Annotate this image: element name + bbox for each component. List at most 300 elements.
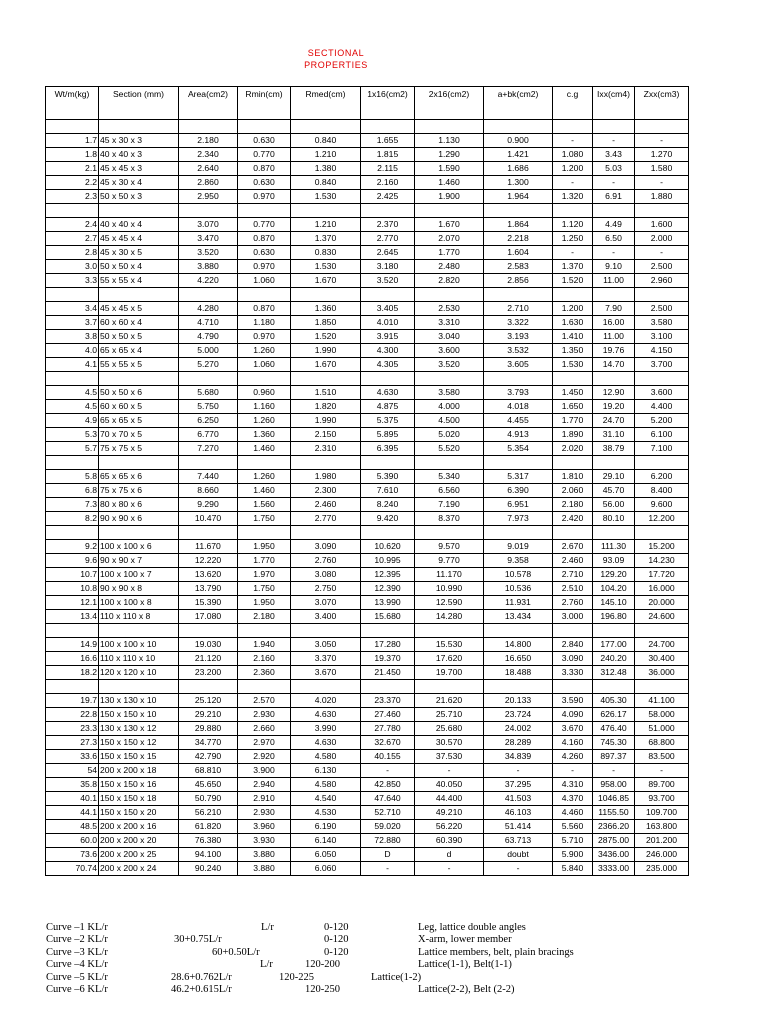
document-title-line-2: PROPERTIES: [304, 60, 368, 70]
table-cell: 50 x 50 x 6: [99, 386, 179, 400]
table-cell: 200 x 200 x 20: [99, 834, 179, 848]
blank-cell: [179, 204, 238, 218]
table-cell: 2.480: [415, 260, 484, 274]
table-cell: 6.100: [635, 428, 689, 442]
table-cell: 45 x 30 x 4: [99, 176, 179, 190]
blank-separator-row: [46, 288, 689, 302]
table-cell: 1.060: [238, 358, 291, 372]
blank-cell: [46, 624, 99, 638]
table-cell: 1.060: [238, 274, 291, 288]
table-cell: 6.560: [415, 484, 484, 498]
table-cell: 19.7: [46, 694, 99, 708]
table-cell: 15.200: [635, 540, 689, 554]
table-cell: 1.350: [553, 344, 593, 358]
blank-cell: [361, 526, 415, 540]
table-cell: 51.000: [635, 722, 689, 736]
column-header: Ixx(cm4): [593, 87, 635, 120]
table-cell: 75 x 75 x 6: [99, 484, 179, 498]
table-cell: 9.10: [593, 260, 635, 274]
table-cell: 25.710: [415, 708, 484, 722]
table-cell: 23.724: [484, 708, 553, 722]
table-cell: 3.080: [291, 568, 361, 582]
table-cell: 37.530: [415, 750, 484, 764]
table-cell: 3.4: [46, 302, 99, 316]
table-cell: 7.3: [46, 498, 99, 512]
table-cell: 1.864: [484, 218, 553, 232]
table-cell: 3.310: [415, 316, 484, 330]
table-cell: 2.710: [553, 568, 593, 582]
blank-cell: [361, 204, 415, 218]
table-cell: 29.10: [593, 470, 635, 484]
blank-cell: [593, 204, 635, 218]
table-row: [46, 750, 689, 764]
table-cell: 150 x 150 x 10: [99, 708, 179, 722]
table-cell: 6.140: [291, 834, 361, 848]
table-cell: 2366.20: [593, 820, 635, 834]
table-cell: 11.670: [179, 540, 238, 554]
table-cell: 1.970: [238, 568, 291, 582]
table-cell: 5.750: [179, 400, 238, 414]
table-row: [46, 344, 689, 358]
table-cell: 10.578: [484, 568, 553, 582]
table-cell: 8.400: [635, 484, 689, 498]
blank-cell: [415, 456, 484, 470]
table-cell: 1.460: [238, 484, 291, 498]
table-cell: 45 x 30 x 5: [99, 246, 179, 260]
table-cell: -: [593, 246, 635, 260]
blank-cell: [179, 680, 238, 694]
table-cell: 3.532: [484, 344, 553, 358]
table-cell: 41.100: [635, 694, 689, 708]
curve-formula: 28.6+0.762L/r: [171, 971, 232, 983]
blank-cell: [46, 526, 99, 540]
table-cell: 745.30: [593, 736, 635, 750]
blank-cell: [593, 680, 635, 694]
table-cell: 1.850: [291, 316, 361, 330]
blank-cell: [238, 288, 291, 302]
blank-cell: [593, 456, 635, 470]
table-cell: 476.40: [593, 722, 635, 736]
table-cell: 45.70: [593, 484, 635, 498]
table-cell: 3.700: [635, 358, 689, 372]
table-cell: 5.840: [553, 862, 593, 876]
table-cell: 5.340: [415, 470, 484, 484]
table-cell: 1046.85: [593, 792, 635, 806]
table-cell: 0.630: [238, 246, 291, 260]
table-cell: 8.370: [415, 512, 484, 526]
table-cell: 6.50: [593, 232, 635, 246]
curve-description: Lattice(1-2): [371, 971, 422, 983]
curve-notes: [46, 922, 686, 996]
table-cell: 45 x 45 x 4: [99, 232, 179, 246]
table-cell: 0.870: [238, 302, 291, 316]
table-cell: 1.770: [553, 414, 593, 428]
table-cell: 1.670: [291, 358, 361, 372]
blank-cell: [238, 372, 291, 386]
blank-cell: [291, 456, 361, 470]
table-cell: 5.354: [484, 442, 553, 456]
blank-cell: [179, 456, 238, 470]
blank-cell: [415, 204, 484, 218]
table-row: [46, 442, 689, 456]
table-cell: 59.020: [361, 820, 415, 834]
curve-range: 0-120: [324, 946, 349, 958]
table-cell: 8.2: [46, 512, 99, 526]
table-cell: 19.030: [179, 638, 238, 652]
table-cell: 6.390: [484, 484, 553, 498]
blank-cell: [291, 288, 361, 302]
table-cell: 3.050: [291, 638, 361, 652]
table-cell: 2.340: [179, 148, 238, 162]
table-cell: -: [553, 134, 593, 148]
blank-cell: [238, 624, 291, 638]
table-row: [46, 540, 689, 554]
table-cell: 1.770: [415, 246, 484, 260]
table-cell: 1.160: [238, 400, 291, 414]
blank-cell: [635, 456, 689, 470]
table-cell: 7.90: [593, 302, 635, 316]
table-cell: 0.970: [238, 190, 291, 204]
table-cell: 4.540: [291, 792, 361, 806]
blank-cell: [238, 526, 291, 540]
table-cell: 4.9: [46, 414, 99, 428]
table-cell: 4.5: [46, 386, 99, 400]
table-cell: 40 x 40 x 4: [99, 218, 179, 232]
table-cell: 73.6: [46, 848, 99, 862]
table-cell: 4.875: [361, 400, 415, 414]
table-cell: 2.860: [179, 176, 238, 190]
table-cell: 3.090: [553, 652, 593, 666]
blank-cell: [361, 680, 415, 694]
curve-label: Curve –6 KL/r: [46, 983, 108, 995]
table-cell: 12.590: [415, 596, 484, 610]
table-cell: 51.414: [484, 820, 553, 834]
table-cell: 2.770: [291, 512, 361, 526]
table-cell: 12.395: [361, 568, 415, 582]
table-cell: 150 x 150 x 16: [99, 778, 179, 792]
table-cell: 40.155: [361, 750, 415, 764]
table-cell: 33.6: [46, 750, 99, 764]
table-cell: 90.240: [179, 862, 238, 876]
table-cell: 6.250: [179, 414, 238, 428]
table-cell: 41.503: [484, 792, 553, 806]
table-cell: 0.900: [484, 134, 553, 148]
table-cell: 4.280: [179, 302, 238, 316]
table-cell: 1.200: [553, 302, 593, 316]
blank-cell: [179, 288, 238, 302]
table-cell: 1.210: [291, 218, 361, 232]
table-cell: 2.310: [291, 442, 361, 456]
table-cell: 10.990: [415, 582, 484, 596]
table-cell: 4.400: [635, 400, 689, 414]
table-cell: 2.180: [553, 498, 593, 512]
table-cell: 897.37: [593, 750, 635, 764]
table-cell: 50 x 50 x 3: [99, 190, 179, 204]
blank-separator-row: [46, 456, 689, 470]
blank-cell: [553, 526, 593, 540]
table-cell: -: [635, 246, 689, 260]
table-cell: 1.580: [635, 162, 689, 176]
table-cell: 3.915: [361, 330, 415, 344]
table-cell: 1.980: [291, 470, 361, 484]
table-cell: 2.7: [46, 232, 99, 246]
table-cell: 50 x 50 x 5: [99, 330, 179, 344]
table-cell: 55 x 55 x 5: [99, 358, 179, 372]
table-cell: 5.270: [179, 358, 238, 372]
table-cell: 2.645: [361, 246, 415, 260]
table-cell: 2.660: [238, 722, 291, 736]
table-cell: -: [361, 764, 415, 778]
table-cell: 1.815: [361, 148, 415, 162]
table-cell: 2.420: [553, 512, 593, 526]
table-row: [46, 582, 689, 596]
blank-cell: [484, 372, 553, 386]
table-cell: 70.74: [46, 862, 99, 876]
table-cell: 2.160: [361, 176, 415, 190]
table-cell: 4.090: [553, 708, 593, 722]
blank-cell: [484, 288, 553, 302]
table-cell: 130 x 130 x 12: [99, 722, 179, 736]
blank-cell: [415, 624, 484, 638]
table-cell: 2.940: [238, 778, 291, 792]
table-cell: -: [593, 134, 635, 148]
blank-cell: [415, 372, 484, 386]
curve-note-line: [46, 922, 686, 934]
table-cell: 1.750: [238, 512, 291, 526]
table-cell: 63.713: [484, 834, 553, 848]
table-cell: 1.890: [553, 428, 593, 442]
table-row: [46, 386, 689, 400]
table-cell: 0.770: [238, 148, 291, 162]
table-row: [46, 134, 689, 148]
column-header: Area(cm2): [179, 87, 238, 120]
table-cell: 1.810: [553, 470, 593, 484]
table-cell: 2.180: [179, 134, 238, 148]
curve-formula: 30+0.75L/r: [174, 934, 222, 946]
table-cell: 3.670: [291, 666, 361, 680]
table-cell: 3.520: [415, 358, 484, 372]
blank-cell: [99, 624, 179, 638]
table-cell: 2.370: [361, 218, 415, 232]
table-row: [46, 778, 689, 792]
blank-cell: [99, 120, 179, 134]
table-cell: 31.10: [593, 428, 635, 442]
table-cell: 1.380: [291, 162, 361, 176]
table-cell: 129.20: [593, 568, 635, 582]
table-row: [46, 232, 689, 246]
table-cell: d: [415, 848, 484, 862]
blank-cell: [46, 288, 99, 302]
blank-cell: [179, 526, 238, 540]
table-cell: 21.120: [179, 652, 238, 666]
table-cell: 3.520: [179, 246, 238, 260]
curve-range: 120-200: [305, 959, 340, 971]
blank-cell: [484, 526, 553, 540]
table-cell: 3.000: [553, 610, 593, 624]
blank-cell: [46, 120, 99, 134]
table-cell: 21.450: [361, 666, 415, 680]
table-cell: 76.380: [179, 834, 238, 848]
table-cell: 70 x 70 x 5: [99, 428, 179, 442]
table-cell: 5.000: [179, 344, 238, 358]
table-cell: 6.050: [291, 848, 361, 862]
table-cell: 27.460: [361, 708, 415, 722]
table-cell: 2.060: [553, 484, 593, 498]
table-cell: 90 x 90 x 6: [99, 512, 179, 526]
table-cell: 3.470: [179, 232, 238, 246]
table-cell: 83.500: [635, 750, 689, 764]
table-row: [46, 764, 689, 778]
table-cell: 1.770: [238, 554, 291, 568]
table-cell: 200 x 200 x 16: [99, 820, 179, 834]
column-header: a+bk(cm2): [484, 87, 553, 120]
table-cell: 4.010: [361, 316, 415, 330]
table-cell: 150 x 150 x 15: [99, 750, 179, 764]
table-cell: 3.180: [361, 260, 415, 274]
table-cell: -: [635, 764, 689, 778]
table-cell: 12.390: [361, 582, 415, 596]
table-cell: 40.1: [46, 792, 99, 806]
table-cell: 1.650: [553, 400, 593, 414]
table-cell: 200 x 200 x 18: [99, 764, 179, 778]
table-cell: 2.360: [238, 666, 291, 680]
table-cell: 94.100: [179, 848, 238, 862]
table-cell: 1.530: [291, 190, 361, 204]
table-row: [46, 176, 689, 190]
table-cell: 2.530: [415, 302, 484, 316]
table-cell: 1.880: [635, 190, 689, 204]
table-row: [46, 428, 689, 442]
table-cell: 3333.00: [593, 862, 635, 876]
blank-cell: [415, 526, 484, 540]
curve-range: 0-120: [324, 934, 349, 946]
table-cell: 1.670: [291, 274, 361, 288]
blank-cell: [291, 680, 361, 694]
table-row: [46, 834, 689, 848]
table-cell: 0.830: [291, 246, 361, 260]
blank-cell: [593, 372, 635, 386]
table-cell: 5.8: [46, 470, 99, 484]
table-cell: 68.800: [635, 736, 689, 750]
table-cell: 9.420: [361, 512, 415, 526]
table-cell: 34.839: [484, 750, 553, 764]
table-cell: 4.150: [635, 344, 689, 358]
blank-cell: [361, 456, 415, 470]
column-header: Section (mm): [99, 87, 179, 120]
table-cell: doubt: [484, 848, 553, 862]
table-cell: 5.900: [553, 848, 593, 862]
table-cell: 1.950: [238, 540, 291, 554]
table-cell: 13.4: [46, 610, 99, 624]
table-cell: 10.8: [46, 582, 99, 596]
table-cell: 30.400: [635, 652, 689, 666]
blank-cell: [291, 624, 361, 638]
table-cell: 1.604: [484, 246, 553, 260]
curve-range: 120-225: [279, 971, 314, 983]
table-cell: 9.2: [46, 540, 99, 554]
table-cell: 2.920: [238, 750, 291, 764]
table-cell: 34.770: [179, 736, 238, 750]
table-row: [46, 190, 689, 204]
blank-cell: [593, 120, 635, 134]
table-cell: 15.390: [179, 596, 238, 610]
table-cell: 80.10: [593, 512, 635, 526]
table-cell: 68.810: [179, 764, 238, 778]
table-cell: 89.700: [635, 778, 689, 792]
table-cell: -: [484, 862, 553, 876]
table-cell: 2.180: [238, 610, 291, 624]
table-cell: 3.090: [291, 540, 361, 554]
blank-cell: [484, 120, 553, 134]
document-title-line-1: SECTIONAL: [307, 48, 365, 58]
table-cell: 3.580: [635, 316, 689, 330]
blank-cell: [361, 372, 415, 386]
table-cell: 56.210: [179, 806, 238, 820]
table-cell: 13.434: [484, 610, 553, 624]
blank-cell: [179, 624, 238, 638]
table-cell: 1.320: [553, 190, 593, 204]
table-cell: 48.5: [46, 820, 99, 834]
table-cell: 100 x 100 x 10: [99, 638, 179, 652]
sectional-properties-table: [45, 86, 689, 876]
table-cell: 12.220: [179, 554, 238, 568]
table-cell: 2.218: [484, 232, 553, 246]
blank-cell: [553, 204, 593, 218]
table-cell: 1.080: [553, 148, 593, 162]
curve-formula: L/r: [261, 922, 274, 933]
table-cell: 28.289: [484, 736, 553, 750]
table-cell: 14.9: [46, 638, 99, 652]
table-cell: 16.650: [484, 652, 553, 666]
table-cell: 2.4: [46, 218, 99, 232]
blank-cell: [553, 680, 593, 694]
table-cell: 2.020: [553, 442, 593, 456]
table-cell: 56.220: [415, 820, 484, 834]
table-cell: 2.8: [46, 246, 99, 260]
blank-cell: [553, 456, 593, 470]
table-cell: 130 x 130 x 10: [99, 694, 179, 708]
table-cell: 24.70: [593, 414, 635, 428]
table-cell: 4.160: [553, 736, 593, 750]
blank-cell: [635, 526, 689, 540]
blank-cell: [593, 624, 635, 638]
table-cell: 0.840: [291, 176, 361, 190]
table-cell: 1.900: [415, 190, 484, 204]
table-cell: 3.605: [484, 358, 553, 372]
blank-cell: [238, 456, 291, 470]
table-cell: 4.1: [46, 358, 99, 372]
table-cell: 10.995: [361, 554, 415, 568]
table-cell: -: [635, 176, 689, 190]
table-cell: 23.200: [179, 666, 238, 680]
table-cell: 3.600: [635, 386, 689, 400]
table-cell: 1.460: [415, 176, 484, 190]
table-cell: 3.520: [361, 274, 415, 288]
table-cell: 4.020: [291, 694, 361, 708]
table-cell: 1.270: [635, 148, 689, 162]
table-cell: 5.317: [484, 470, 553, 484]
table-cell: 4.913: [484, 428, 553, 442]
blank-cell: [46, 372, 99, 386]
table-cell: 2.640: [179, 162, 238, 176]
table-row: [46, 512, 689, 526]
table-cell: 2.000: [635, 232, 689, 246]
blank-separator-row: [46, 624, 689, 638]
table-cell: 110 x 110 x 8: [99, 610, 179, 624]
table-cell: 4.5: [46, 400, 99, 414]
table-cell: 1.530: [553, 358, 593, 372]
table-row: [46, 162, 689, 176]
